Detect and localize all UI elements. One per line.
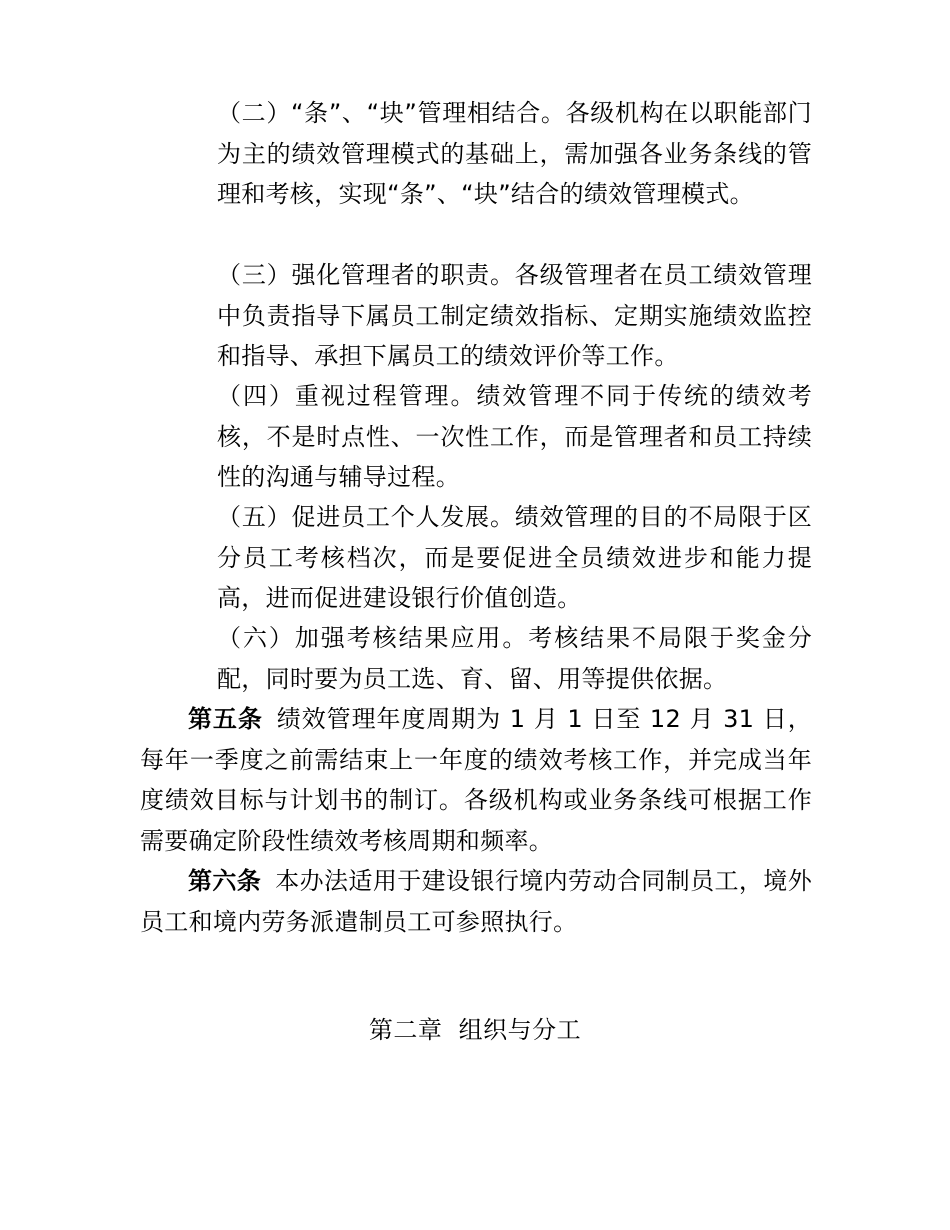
chapter-title: 第二章 组织与分工 — [368, 1016, 582, 1044]
sub-item-4: （四）重视过程管理。绩效管理不同于传统的绩效考核，不是时点性、一次性工作，而是管理者和员工持续性的沟通与辅导过程。 — [217, 382, 812, 491]
sub-item-6: （六）加强考核结果应用。考核结果不局限于奖金分配，同时要为员工选、育、留、用等提供依据。 — [217, 624, 812, 693]
sub-item-5: （五）促进员工个人发展。绩效管理的目的不局限于区分员工考核档次，而是要促进全员绩效进步和能力提高，进而促进建设银行价值创造。 — [217, 503, 812, 612]
article-6 — [140, 861, 812, 942]
article-5 — [140, 699, 812, 861]
sub-item-2: （二）“条”、“块”管理相结合。各级机构在以职能部门为主的绩效管理模式的基础上，需加强各业务条线的管理和考核，实现“条”、“块”结合的绩效管理模式。 — [217, 99, 812, 208]
sub-item-3: （三）强化管理者的职责。各级管理者在员工绩效管理中负责指导下属员工制定绩效指标、定期实施绩效监控和指导、承担下属员工的绩效评价等工作。 — [217, 261, 812, 370]
article-5-text: 绩效管理年度周期为 1 月 1 日至 12 月 31 日，每年一季度之前需结束上一年度的绩效考核工作，并完成当年度绩效目标与计划书的制订。各级机构或业务条线可根据工作需要确定阶段性绩效考核周期和频率。 — [140, 705, 812, 855]
article-6-text: 本办法适用于建设银行境内劳动合同制员工，境外员工和境内劳务派遣制员工可参照执行。 — [140, 867, 812, 936]
article-5-label: 第五条 — [188, 705, 263, 733]
article-6-label: 第六条 — [188, 867, 262, 895]
